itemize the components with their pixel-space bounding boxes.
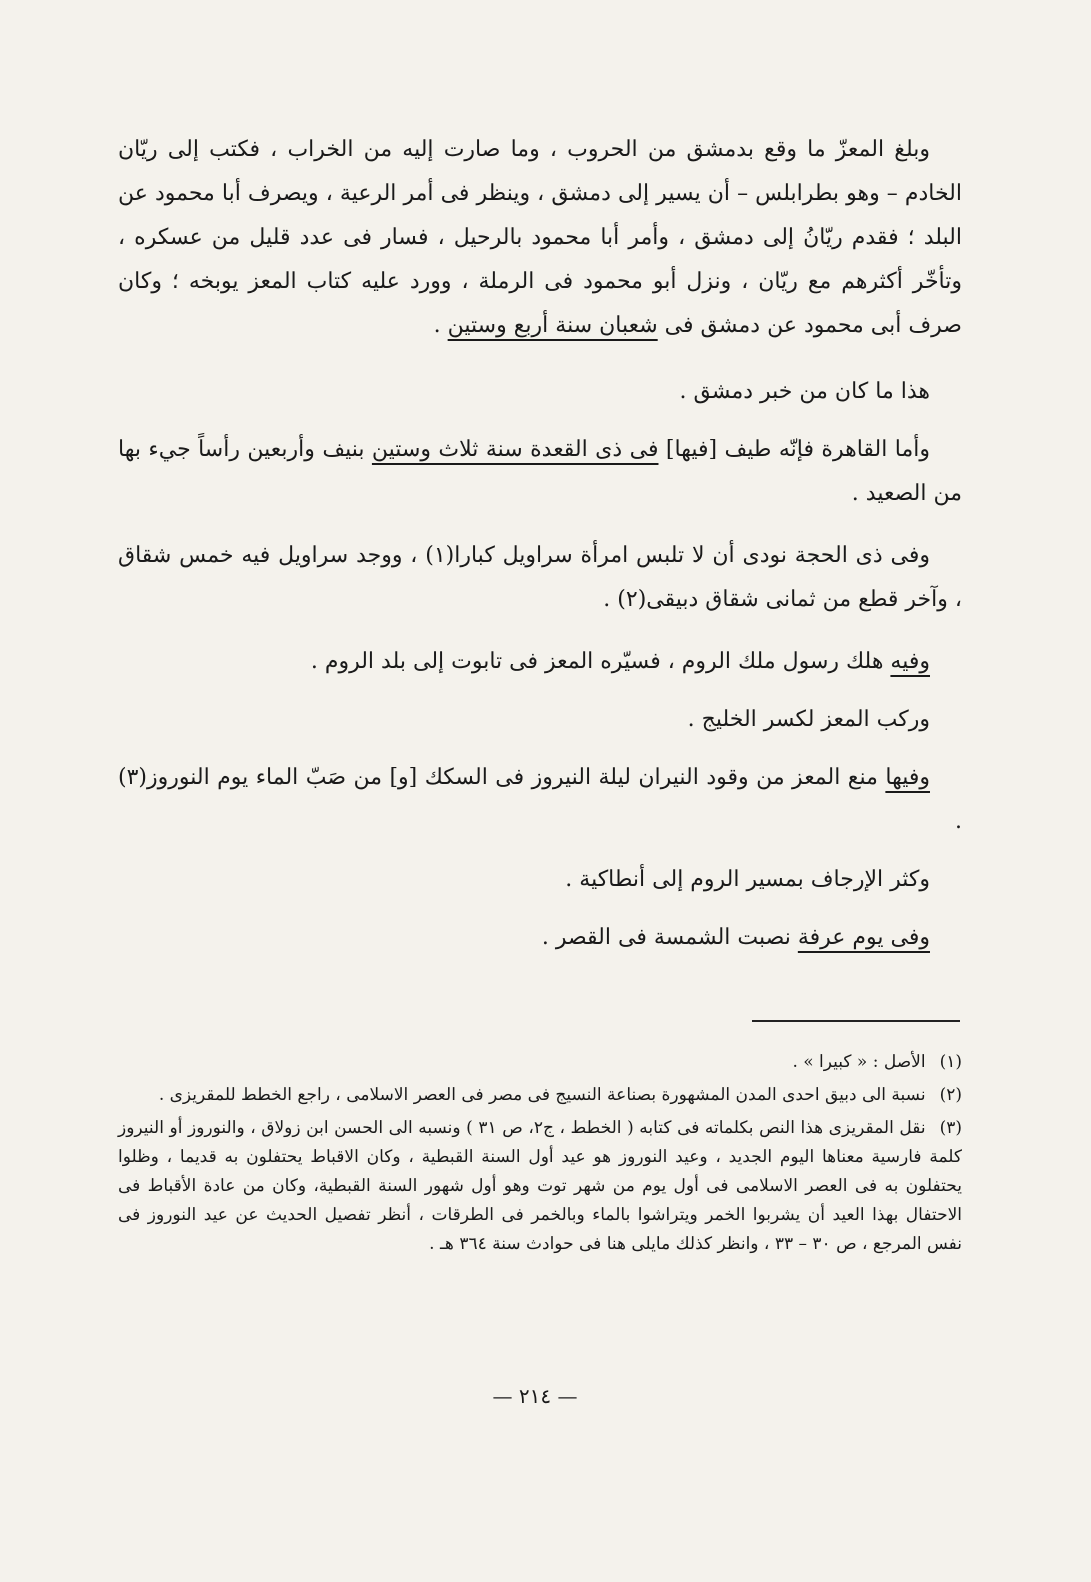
footnote-text: الأصل : « كبيرا » .: [792, 1052, 926, 1072]
footnotes: [118, 1048, 962, 1263]
paragraph-4: وفى ذى الحجة نودى أن لا تلبس امرأة سراويل كبارا(١) ، ووجد سراويل فيه خمس شقاق ، وآخر قطع من ثمانى شقاق دبيقى(٢) .: [118, 543, 962, 612]
paragraph-5: وفيه هلك رسول ملك الروم ، فسيّره المعز فى تابوت إلى بلد الروم .: [310, 649, 930, 674]
paragraph-6: وركب المعز لكسر الخليج .: [687, 707, 930, 732]
footnote-number: (١): [939, 1052, 962, 1072]
paragraph-9: وفى يوم عرفة نصبت الشمسة فى القصر .: [541, 925, 930, 950]
paragraph-1: وبلغ المعزّ ما وقع بدمشق من الحروب ، وما صارت إليه من الخراب ، فكتب إلى ريّان الخادم – وهو بطرابلس – أن يسير إلى دمشق ، وينظر فى أمر الرعية ، ويصرف أبا محمود عن البلد ؛ فقدم ريّانُ إلى دمشق ، وأمر أبا محمود بالرحيل ، فسار فى عدد قليل من عسكره ، وتأخّر أكثرهم مع ريّان ، ونزل أبو محمود فى الرملة ، وورد عليه كتاب المعز يوبخه ؛ وكان صرف أبى محمود عن دمشق فى شعبان سنة أربع وستين .: [118, 137, 963, 338]
paragraph-8: وكثر الإرجاف بمسير الروم إلى أنطاكية .: [565, 867, 930, 892]
paragraph-7: وفيها منع المعز من وقود النيران ليلة النيروز فى السكك [و] من صَبّ الماء يوم النوروز(٣) .: [118, 765, 962, 834]
paragraph-2: هذا ما كان من خبر دمشق .: [679, 379, 930, 404]
footnote-number: (٣): [939, 1118, 962, 1138]
footnote-text: نسبة الى دبيق احدى المدن المشهورة بصناعة النسيج فى مصر فى العصر الاسلامى ، راجع الخطط للمقريزى .: [158, 1085, 926, 1105]
footnote-1: [118, 1048, 962, 1077]
footnote-text: نقل المقريزى هذا النص بكلماته فى كتابه ( الخطط ، ج٢، ص ٣١ ) ونسبه الى الحسن ابن زولاق ، والنوروز أو النيروز كلمة فارسية معناها اليوم الجديد ، وعيد النوروز هو عيد أول السنة القبطية ، وكان الاقباط يحتفلون به قديما ، وظلوا يحتفلون به فى العصر الاسلامى فى أول يوم من شهر توت وهو أول شهور السنة القبطية، وكان من عادة الأقباط فى الاحتفال بهذا العيد أن يشربوا الخمر ويتراشوا بالماء وبالخمر فى الطرقات ، أنظر تفصيل الحديث عن عيد النوروز فى نفس المرجع ، ص ٣٠ – ٣٣ ، وانظر كذلك مايلى هنا فى حوادث سنة ٣٦٤ هـ .: [118, 1118, 962, 1254]
main-text: [118, 128, 962, 974]
footnote-number: (٢): [939, 1085, 962, 1105]
footnote-3: [118, 1114, 962, 1259]
paragraph-3: وأما القاهرة فإنّه طيف [فيها] فى ذى القعدة سنة ثلاث وستين بنيف وأربعين رأساً جيء بها من الصعيد .: [118, 437, 962, 506]
page-number: — ٢١٤ —: [492, 1384, 578, 1408]
footnote-separator: [752, 1020, 960, 1022]
footnote-2: [118, 1081, 962, 1110]
